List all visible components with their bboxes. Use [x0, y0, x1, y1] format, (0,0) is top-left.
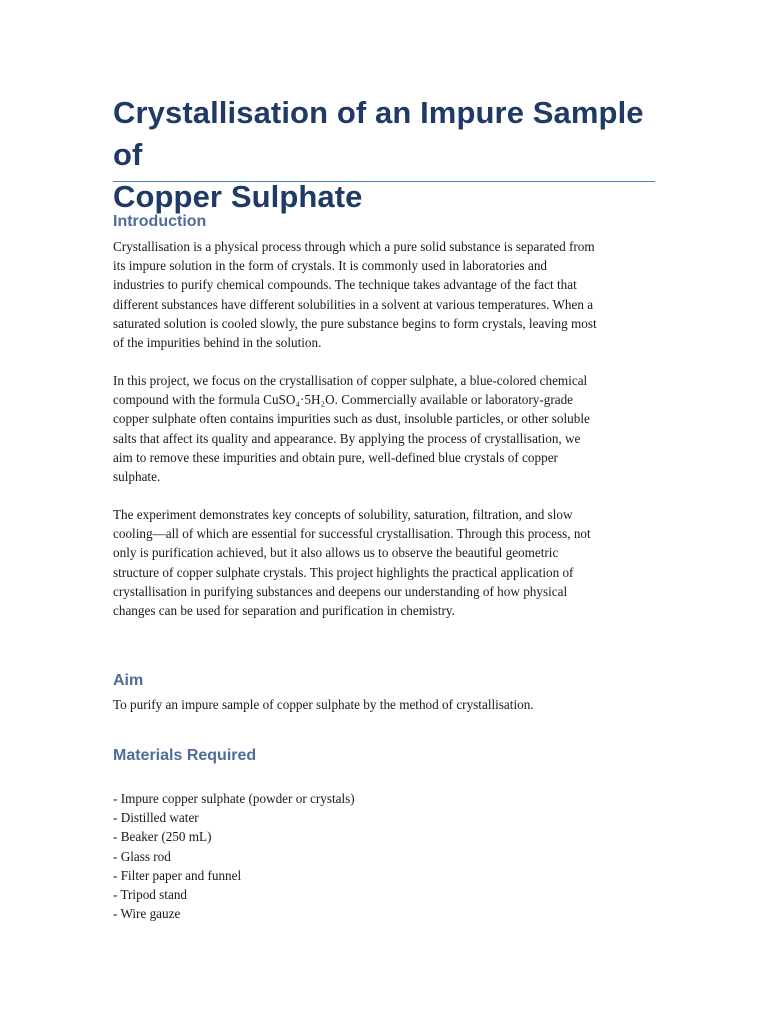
paragraph-line: Crystallisation is a physical process through which a pure solid substance is separated from: [113, 239, 595, 254]
paragraph-line: crystallisation in purifying substances and deepens our understanding of how physical: [113, 583, 568, 599]
document-title: [113, 92, 658, 218]
paragraph-line: structure of copper sulphate crystals. This project highlights the practical application of: [113, 564, 574, 580]
paragraph-line: The experiment demonstrates key concepts of solubility, saturation, filtration, and slow: [113, 507, 573, 522]
intro-paragraph-3: [113, 505, 658, 620]
list-item: - Tripod stand: [113, 887, 188, 903]
list-item: - Distilled water: [113, 810, 199, 826]
paragraph-line: aim to remove these impurities and obtain pure, well-defined blue crystals of copper: [113, 449, 558, 465]
paragraph-line: only is purification achieved, but it also allows us to observe the beautiful geometric: [113, 545, 559, 561]
list-item: - Filter paper and funnel: [113, 867, 242, 883]
paragraph-line: copper sulphate often contains impurities such as dust, insoluble particles, or other soluble: [113, 411, 590, 427]
list-item: - Beaker (250 mL): [113, 829, 212, 845]
paragraph-line: of the impurities behind in the solution.: [113, 335, 322, 351]
list-item: - Wire gauze: [113, 906, 181, 922]
list-item: - Impure copper sulphate (powder or crystals): [113, 791, 355, 806]
materials-heading: Materials Required: [113, 747, 257, 764]
title-line-1: Crystallisation of an Impure Sample of: [113, 95, 644, 172]
paragraph-line: saturated solution is cooled slowly, the pure substance begins to form crystals, leaving most: [113, 315, 597, 331]
title-line-2: Copper Sulphate: [113, 179, 363, 214]
materials-list: [113, 789, 355, 923]
paragraph-line: different substances have different solubilities in a solvent at various temperatures. When a: [113, 296, 594, 312]
intro-paragraph-2: [113, 371, 658, 486]
paragraph-line: cooling—all of which are essential for successful crystallisation. Through this process, not: [113, 526, 591, 542]
paragraph-line: salts that affect its quality and appearance. By applying the process of crystallisation, we: [113, 430, 581, 446]
list-item: - Glass rod: [113, 848, 171, 864]
intro-paragraph-1: [113, 237, 658, 352]
paragraph-line: its impure solution in the form of crystals. It is commonly used in laboratories and: [113, 258, 548, 274]
aim-heading: Aim: [113, 672, 144, 689]
paragraph-line: industries to purify chemical compounds. The technique takes advantage of the fact that: [113, 277, 577, 293]
aim-text: [113, 695, 658, 714]
paragraph-line: compound with the formula CuSO₄·5H₂O. Commercially available or laboratory-grade: [113, 392, 574, 408]
paragraph-line: In this project, we focus on the crystallisation of copper sulphate, a blue-colored chemical: [113, 373, 588, 388]
introduction-heading: Introduction: [113, 213, 207, 230]
document-page: [113, 92, 658, 922]
paragraph-line: sulphate.: [113, 469, 161, 485]
paragraph-line: changes can be used for separation and purification in chemistry.: [113, 603, 455, 619]
title-divider: [113, 181, 655, 182]
paragraph-line: To purify an impure sample of copper sulphate by the method of crystallisation.: [113, 697, 534, 712]
